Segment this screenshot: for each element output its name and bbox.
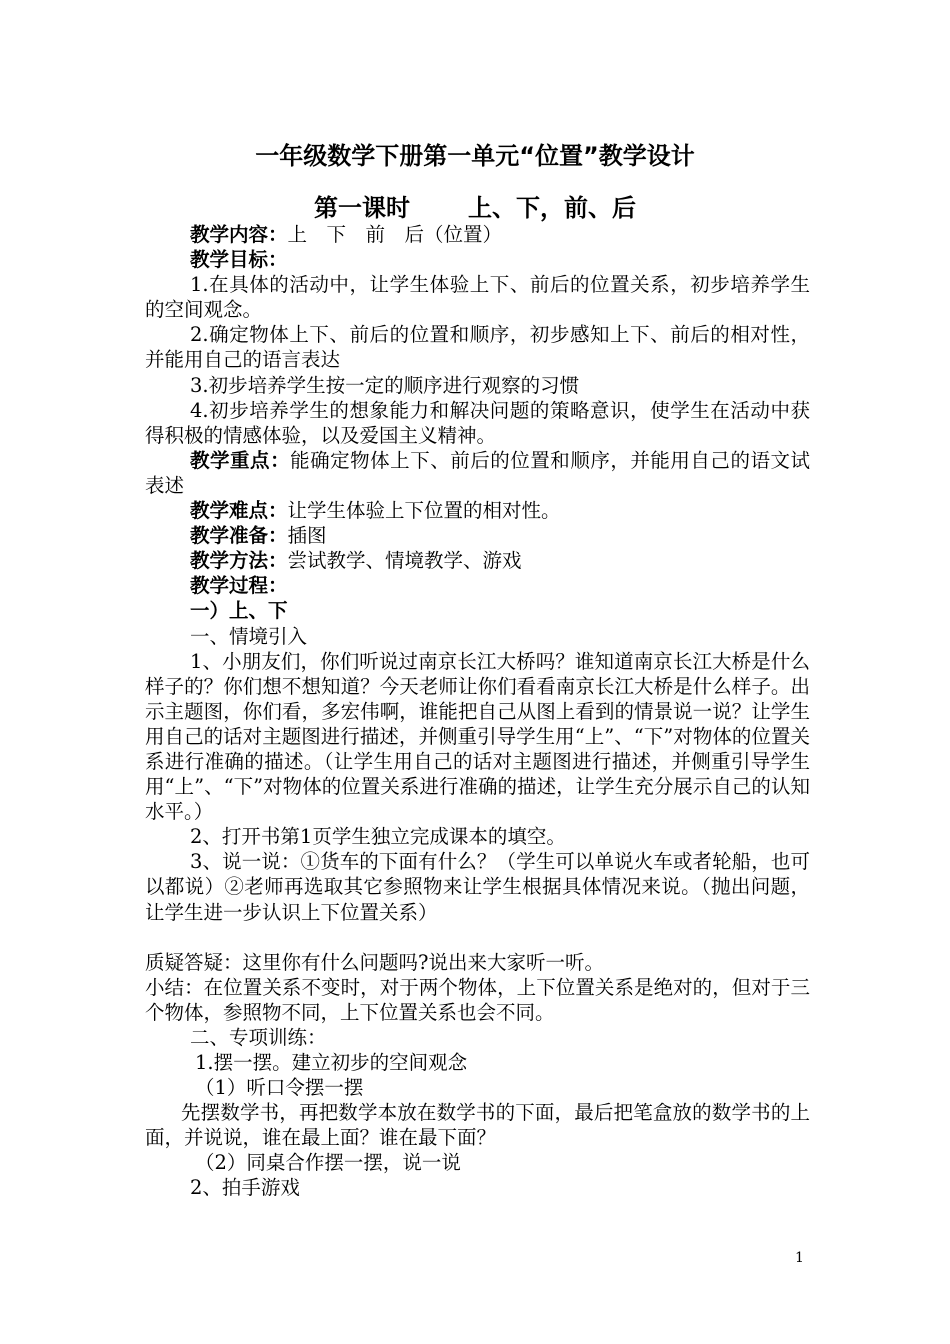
difficulty-label: 教学难点： <box>190 499 288 523</box>
goals-label: 教学目标： <box>190 248 288 272</box>
qa-line: 质疑答疑：这里你有什么问题吗?说出来大家听一听。 <box>145 950 604 974</box>
part2-sub1b: （2）同桌合作摆一摆，说一说 <box>195 1151 461 1175</box>
process-heading <box>145 573 810 598</box>
preparation-line <box>145 523 810 548</box>
content-line <box>145 222 810 247</box>
method-line <box>145 548 810 573</box>
method-value: 尝试教学、情境教学、游戏 <box>287 549 522 573</box>
content-value: 上 下 前 后（位置） <box>287 223 503 246</box>
lesson-number: 第一课时 <box>314 194 410 222</box>
lesson-subtitle <box>0 188 950 223</box>
document-title: 一年级数学下册第一单元“位置”教学设计 <box>255 142 695 170</box>
part2-sub1: 1.摆一摆。建立初步的空间观念 <box>195 1051 468 1074</box>
key-point-value: 能确定物体上下、前后的位置和顺序，并能用自己的语文试表述 <box>145 448 810 497</box>
part1-item: 2、打开书第1页学生独立完成课本的填空。 <box>190 825 566 849</box>
part1-item: 1、小朋友们，你们听说过南京长江大桥吗？谁知道南京长江大桥是什么样子的？你们想不想知道？今天老师让你们看看南京长江大桥是什么样子。出示主题图，你们看，多宏伟啊，谁能把自己从图上看到的情景说一说？让学生用自己的话对主题图进行描述，并侧重引导学生用“上”、“下”对物体的位置关系进行准确的描述。（让学生用自己的话对主题图进行描述，并侧重引导学生用“上”、“下”对物体的位置关系进行准确的描述，让学生充分展示自己的认知水平。） <box>145 649 810 824</box>
part1-heading: 一、情境引入 <box>190 624 308 648</box>
part2-sub1a: （1）听口令摆一摆 <box>195 1076 364 1100</box>
preparation-label: 教学准备： <box>190 524 288 548</box>
content-label: 教学内容： <box>190 223 288 246</box>
key-point-label: 教学重点： <box>190 448 291 472</box>
difficulty-value: 让学生体验上下位置的相对性。 <box>287 499 561 523</box>
process-label: 教学过程： <box>190 574 288 598</box>
goals-heading <box>145 247 810 272</box>
section1-label: 一）上、下 <box>190 599 288 623</box>
blank-line <box>145 925 810 950</box>
part1-item: 3、说一说：①货车的下面有什么？（学生可以单说火车或者轮船，也可以都说）②老师再选取其它参照物来让学生根据具体情况来说。（抛出问题，让学生进一步认识上下位置关系） <box>145 850 810 924</box>
goal-item: 3.初步培养学生按一定的顺序进行观察的习惯 <box>190 373 580 397</box>
lesson-topic: 上、下，前、后 <box>468 194 636 222</box>
part2-sub1a-text: 先摆数学书，再把数学本放在数学书的下面，最后把笔盒放的数学书的上面，并说说，谁在最上面？谁在最下面？ <box>145 1101 810 1150</box>
page-number: 1 <box>795 1250 804 1266</box>
goal-item: 4.初步培养学生的想象能力和解决问题的策略意识，使学生在活动中获得积极的情感体验，以及爱国主义精神。 <box>145 398 810 447</box>
goal-item: 2.确定物体上下、前后的位置和顺序，初步感知上下、前后的相对性，并能用自己的语言表达 <box>145 323 810 372</box>
method-label: 教学方法： <box>190 549 288 573</box>
section-heading <box>145 598 810 623</box>
document-body <box>145 222 810 1201</box>
part2-heading: 二、专项训练： <box>190 1025 327 1049</box>
key-point-line <box>145 448 810 498</box>
goal-item: 1.在具体的活动中，让学生体验上下、前后的位置关系，初步培养学生的空间观念。 <box>145 273 810 322</box>
part2-sub2: 2、拍手游戏 <box>190 1176 300 1200</box>
summary-line: 小结：在位置关系不变时，对于两个物体，上下位置关系是绝对的，但对于三个物体，参照物不同，上下位置关系也会不同。 <box>145 975 810 1024</box>
preparation-value: 插图 <box>287 524 327 548</box>
difficulty-line <box>145 498 810 523</box>
